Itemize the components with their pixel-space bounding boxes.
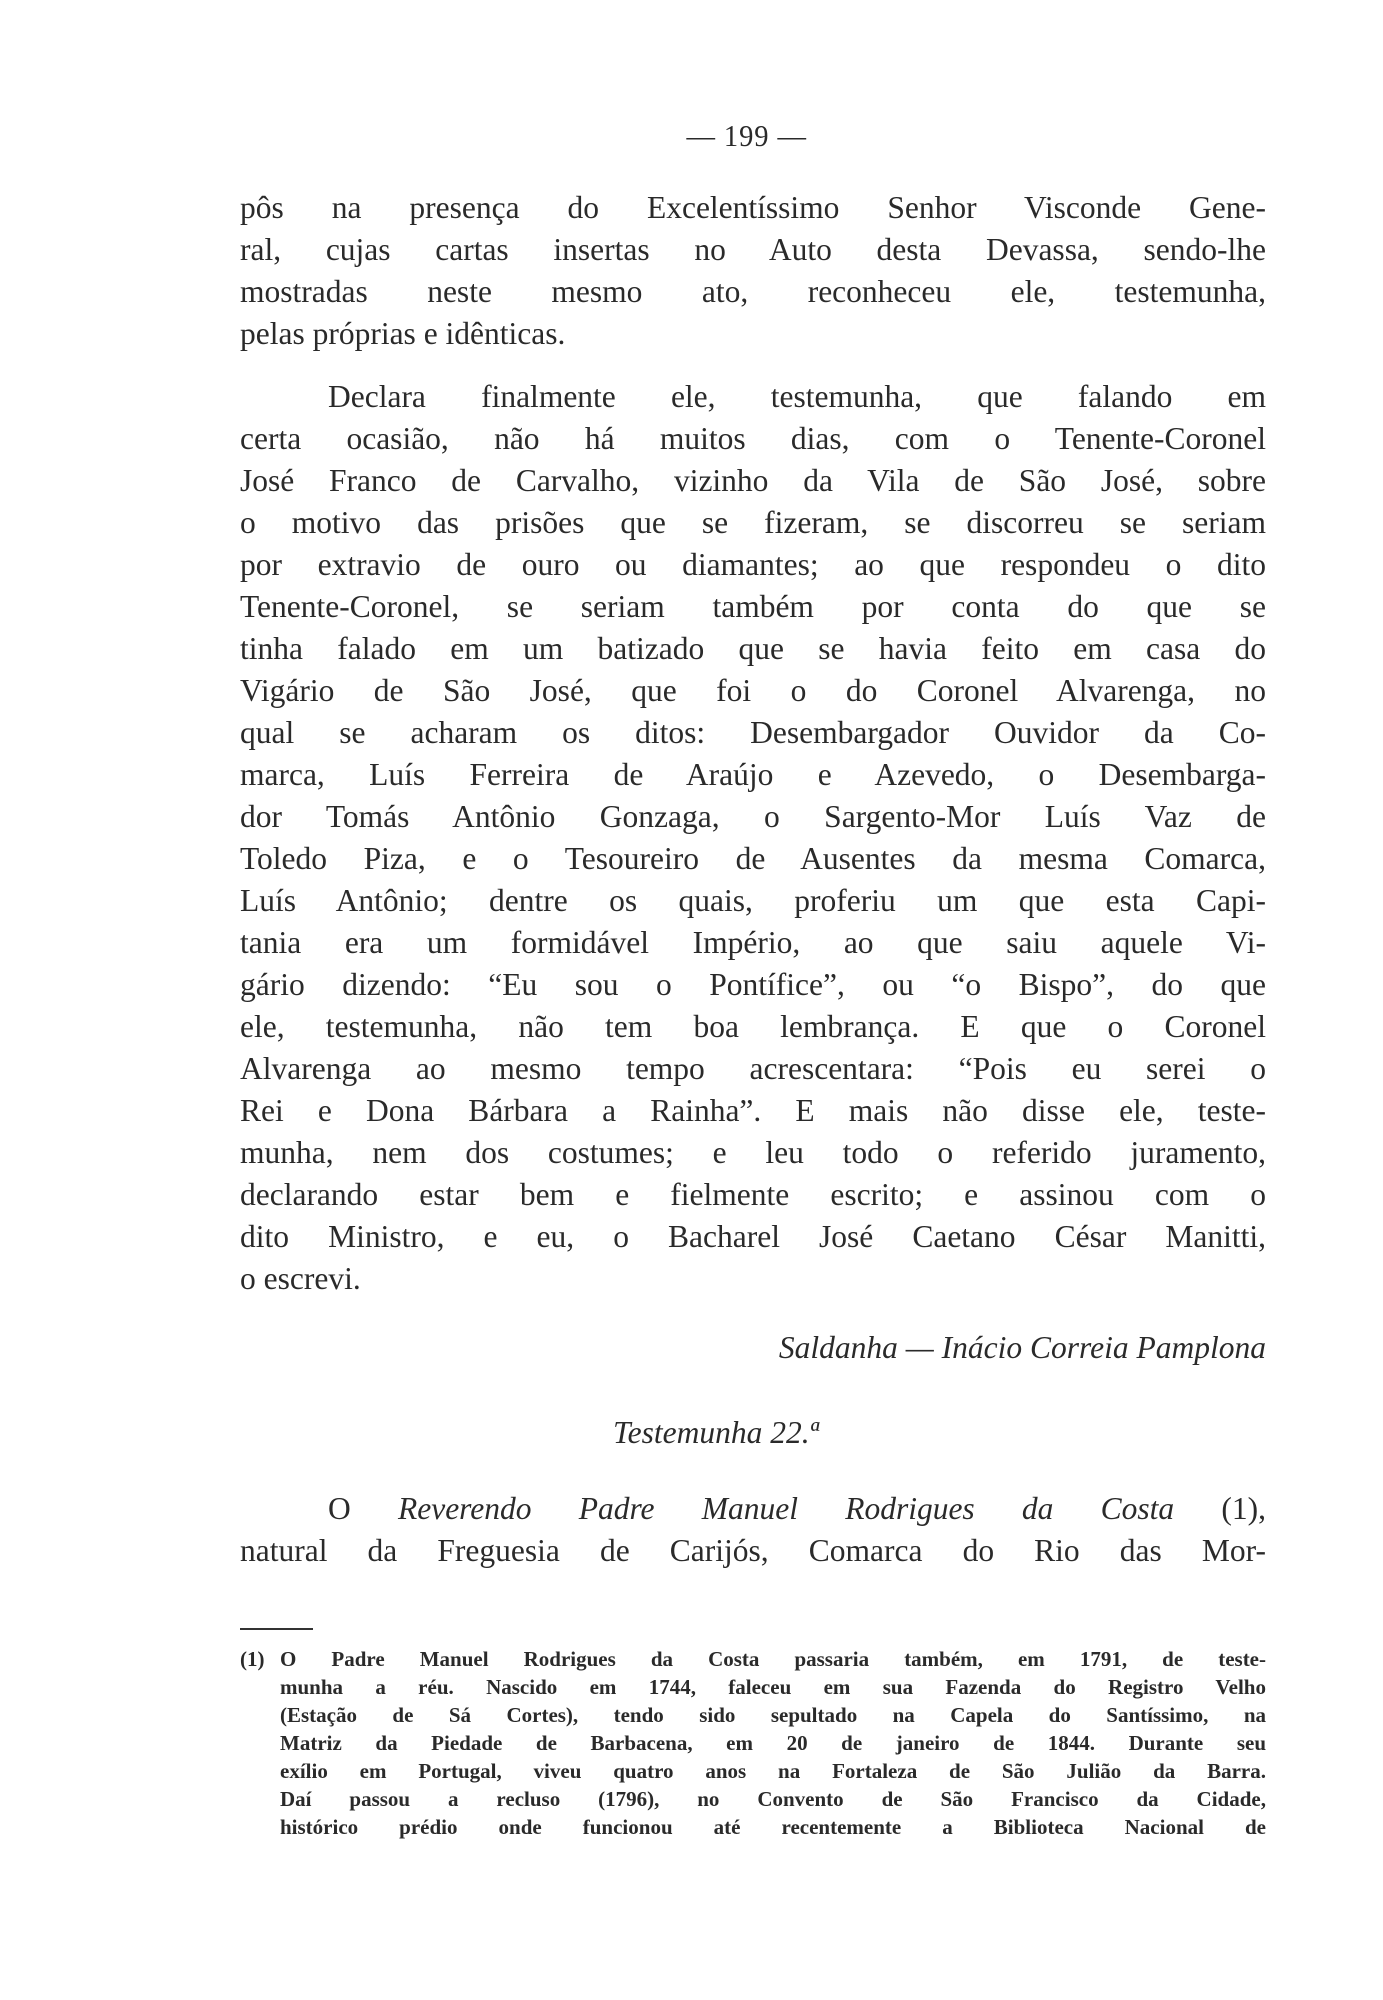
witness-heading: Testemunha 22.ª [613,1415,819,1450]
text-line: dor Tomás Antônio Gonzaga, o Sargento-Mor Luís Vaz de [240,799,1266,834]
signature-line: Saldanha — Inácio Correia Pamplona [778,1330,1266,1365]
text-line: dito Ministro, e eu, o Bacharel José Caetano César Manitti, [240,1219,1266,1254]
text-line: tinha falado em um batizado que se havia feito em casa do [240,631,1266,666]
footnote [240,1645,1266,1841]
text-line: Rei e Dona Bárbara a Rainha”. E mais não disse ele, teste- [240,1093,1266,1128]
paragraph-declaration [240,376,1266,1300]
text-line: natural da Freguesia de Carijós, Comarca do Rio das Mor- [240,1533,1266,1568]
text-line: Toledo Piza, e o Tesoureiro de Ausentes da mesma Comarca, [240,841,1266,876]
footnote-line [240,1645,1266,1673]
witness-name: Reverendo Padre Manuel Rodrigues da Costa [397,1491,1175,1526]
text-line: marca, Luís Ferreira de Araújo e Azevedo, o Desembarga- [240,757,1266,792]
footnote-line: histórico prédio onde funcionou até recentemente a Biblioteca Nacional de [280,1815,1266,1839]
text-line: ral, cujas cartas insertas no Auto desta Devassa, sendo-lhe [240,232,1266,267]
text-line: qual se acharam os ditos: Desembargador Ouvidor da Co- [240,715,1266,750]
intro-start: O [328,1491,398,1526]
text-line [240,1488,1266,1530]
footnote-line: Daí passou a recluso (1796), no Convento de São Francisco da Cidade, [280,1787,1266,1811]
text-line: ele, testemunha, não tem boa lembrança. E que o Coronel [240,1009,1266,1044]
footnote-reference: (1), [1174,1491,1267,1526]
footnote-line: exílio em Portugal, viveu quatro anos na Fortaleza de São Julião da Barra. [280,1759,1266,1783]
text-line: Alvarenga ao mesmo tempo acrescentara: “Pois eu serei o [240,1051,1266,1086]
text-line: certa ocasião, não há muitos dias, com o Tenente-Coronel [240,421,1266,456]
text-line: o motivo das prisões que se fizeram, se discorreu se seriam [240,505,1266,540]
text-line: Vigário de São José, que foi o do Coronel Alvarenga, no [240,673,1266,708]
text-line: munha, nem dos costumes; e leu todo o referido juramento, [240,1135,1266,1170]
footnote-line: munha a réu. Nascido em 1744, faleceu em sua Fazenda do Registro Velho [280,1675,1266,1699]
text-line: declarando estar bem e fielmente escrito; e assinou com o [240,1177,1266,1212]
footnote-marker: (1) [240,1647,265,1671]
text-line: Declara finalmente ele, testemunha, que falando em [328,379,1266,414]
text-line: tania era um formidável Império, ao que saiu aquele Vi- [240,925,1266,960]
text-line: Luís Antônio; dentre os quais, proferiu um que esta Capi- [240,883,1266,918]
text-line: gário dizendo: “Eu sou o Pontífice”, ou “o Bispo”, do que [240,967,1266,1002]
text-line: Tenente-Coronel, se seriam também por conta do que se [240,589,1266,624]
footnote-line: Matriz da Piedade de Barbacena, em 20 de janeiro de 1844. Durante seu [280,1731,1266,1755]
footnote-line: (Estação de Sá Cortes), tendo sido sepultado na Capela do Santíssimo, na [280,1703,1266,1727]
footnote-separator [240,1628,313,1630]
text-line: pôs na presença do Excelentíssimo Senhor Visconde Gene- [240,190,1266,225]
witness-intro [240,1488,1266,1572]
text-line: mostradas neste mesmo ato, reconheceu ele, testemunha, [240,274,1266,309]
page-number: — 199 — [686,118,807,153]
text-line: José Franco de Carvalho, vizinho da Vila de São José, sobre [240,463,1266,498]
paragraph-continuation [240,187,1266,355]
footnote-text: O Padre Manuel Rodrigues da Costa passaria também, em 1791, de teste- [280,1647,1266,1671]
text-line: por extravio de ouro ou diamantes; ao que respondeu o dito [240,547,1266,582]
text-line: o escrevi. [240,1261,361,1296]
text-line: pelas próprias e idênticas. [240,316,566,351]
